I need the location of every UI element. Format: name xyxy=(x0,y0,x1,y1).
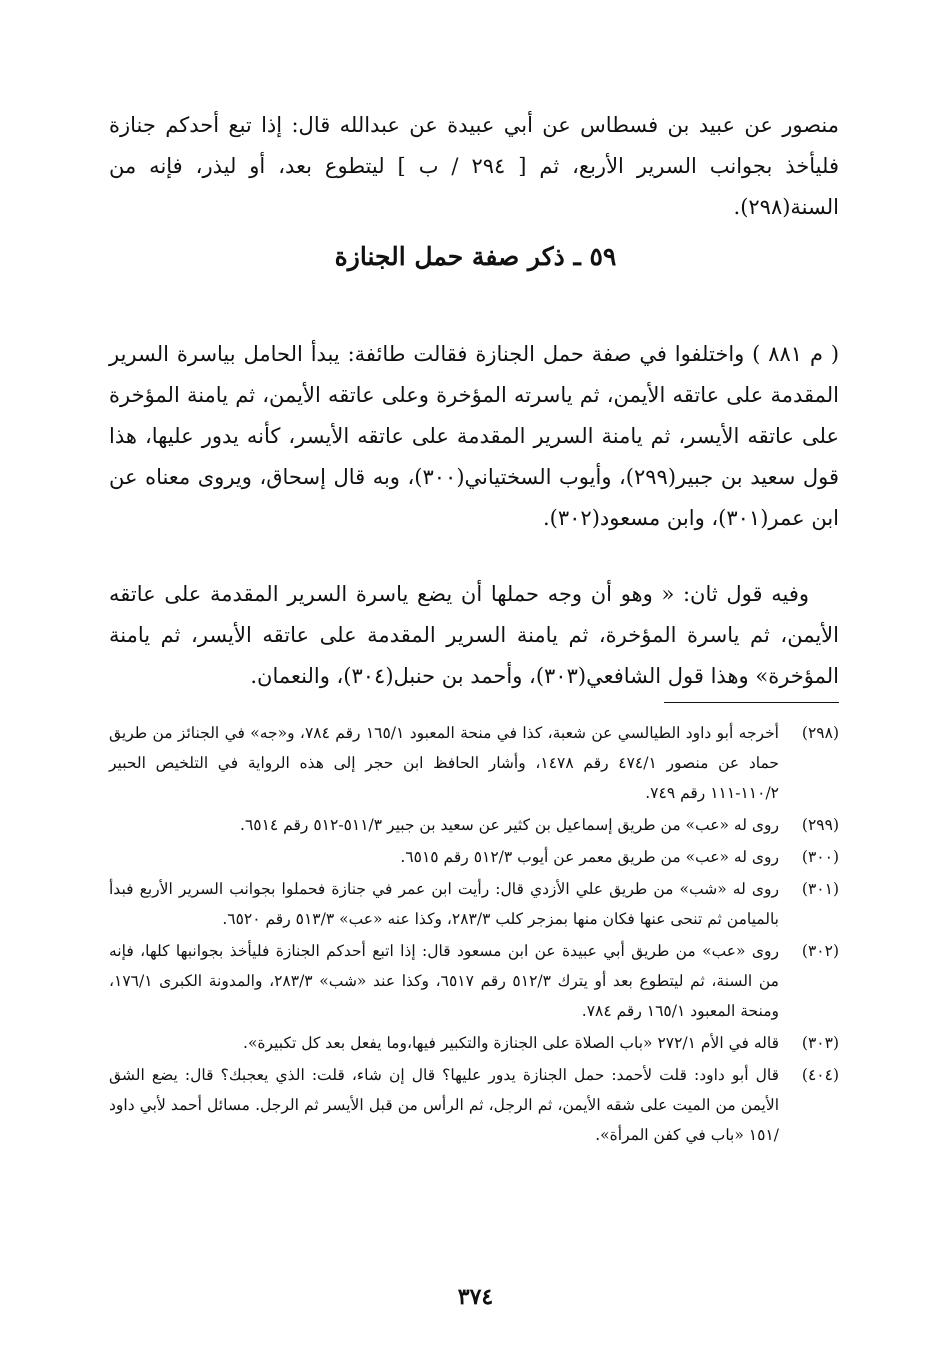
footnote-number: (٢٩٩) xyxy=(801,816,839,834)
footnote-number: (٤٠٤) xyxy=(801,1066,839,1084)
footnote-301 xyxy=(109,874,839,934)
section-heading: ٥٩ ـ ذكر صفة حمل الجنازة xyxy=(334,242,617,271)
footnote-298 xyxy=(109,718,839,808)
body-paragraph-2: وفيه قول ثان: « وهو أن وجه حملها أن يضع ياسرة السرير المقدمة على عاتقه الأيمن، ثم ياسرة المؤخرة، ثم يامنة السرير المقدمة على عاتقه الأيسر، ثم يامنة المؤخرة» وهذا قول الشافعي(٣٠٣)، وأحمد بن حنبل(٣٠٤)، والنعمان. xyxy=(109,582,839,688)
footnote-divider xyxy=(664,702,839,703)
footnote-text: روى «عب» من طريق أبي عبيدة عن ابن مسعود قال: إذا اتبع أحدكم الجنازة فليأخذ بجوانبها كلها، فإنه من السنة، ثم ليتطوع بعد أو يترك ٥١٢/٣ رقم ٦٥١٧، وكذا عند «شب» ٢٨٣/٣، والمدونة الكبرى ١٧٦/١، ومنحة المعبود ١٦٥/١ رقم ٧٨٤. xyxy=(109,942,779,1020)
footnote-text: روى له «شب» من طريق علي الأزدي قال: رأيت ابن عمر في جنازة فحملوا بجوانب السرير الأربع فبدأ بالميامن ثم تنحى عنها فكان منها بمزجر كلب ٢٨٣/٣، وكذا عنه «عب» ٥١٣/٣ رقم ٦٥٢٠. xyxy=(109,880,779,928)
footnote-text: قاله في الأم ٢٧٢/١ «باب الصلاة على الجنازة والتكبير فيها،وما يفعل بعد كل تكبيرة». xyxy=(243,1034,779,1052)
footnote-number: (٢٩٨) xyxy=(801,724,839,742)
footnotes xyxy=(109,718,839,1152)
intro-paragraph: منصور عن عبيد بن فسطاس عن أبي عبيدة عن عبدالله قال: إذا تبع أحدكم جنازة فليأخذ بجوانب السرير الأربع، ثم [ ٢٩٤ / ب ] ليتطوع بعد، أو ليذر، فإنه من السنة(٢٩٨). xyxy=(109,113,839,219)
footnote-303 xyxy=(109,1028,839,1058)
footnote-text: قال أبو داود: قلت لأحمد: حمل الجنازة يدور عليها؟ قال إن شاء، قلت: الذي يعجبك؟ قال: يضع الشق الأيمن من الميت على شقه الأيمن، ثم الرجل، ثم الرأس من قبل الأيسر ثم الرجل. مسائل أحمد لأبي داود /١٥١ «باب في كفن المرأة». xyxy=(109,1066,779,1144)
footnote-number: (٣٠١) xyxy=(801,880,839,898)
footnote-299 xyxy=(109,810,839,840)
page-number: ٣٧٤ xyxy=(457,1284,494,1310)
footnote-302 xyxy=(109,936,839,1026)
footnote-300 xyxy=(109,842,839,872)
footnote-number: (٣٠٣) xyxy=(801,1034,839,1052)
footnote-number: (٣٠٠) xyxy=(801,848,839,866)
footnote-text: روى له «عب» من طريق إسماعيل بن كثير عن سعيد بن جبير ٥١١/٣-٥١٢ رقم ٦٥١٤. xyxy=(240,816,779,834)
footnote-text: أخرجه أبو داود الطيالسي عن شعبة، كذا في منحة المعبود ١٦٥/١ رقم ٧٨٤، و«جه» في الجنائز من طريق حماد عن منصور ٤٧٤/١ رقم ١٤٧٨، وأشار الحافظ ابن حجر إلى هذه الرواية في التلخيص الحبير ١١٠/٢-١١١ رقم ٧٤٩. xyxy=(109,724,779,802)
footnote-304 xyxy=(109,1060,839,1150)
body-paragraph-1: ( م ٨٨١ ) واختلفوا في صفة حمل الجنازة فقالت طائفة: يبدأ الحامل بياسرة السرير المقدمة على عاتقه الأيمن، ثم ياسرته المؤخرة وعلى عاتقه الأيمن، ثم يامنة المؤخرة على عاتقه الأيسر، ثم يامنة السرير المقدمة على عاتقه الأيسر، كأنه يدور عليها، هذا قول سعيد بن جبير(٢٩٩)، وأيوب السختياني(٣٠٠)، وبه قال إسحاق، ويروى معناه عن ابن عمر(٣٠١)، وابن مسعود(٣٠٢). xyxy=(109,342,840,530)
footnote-number: (٣٠٢) xyxy=(801,942,839,960)
footnote-text: روى له «عب» من طريق معمر عن أيوب ٥١٢/٣ رقم ٦٥١٥. xyxy=(400,848,779,866)
